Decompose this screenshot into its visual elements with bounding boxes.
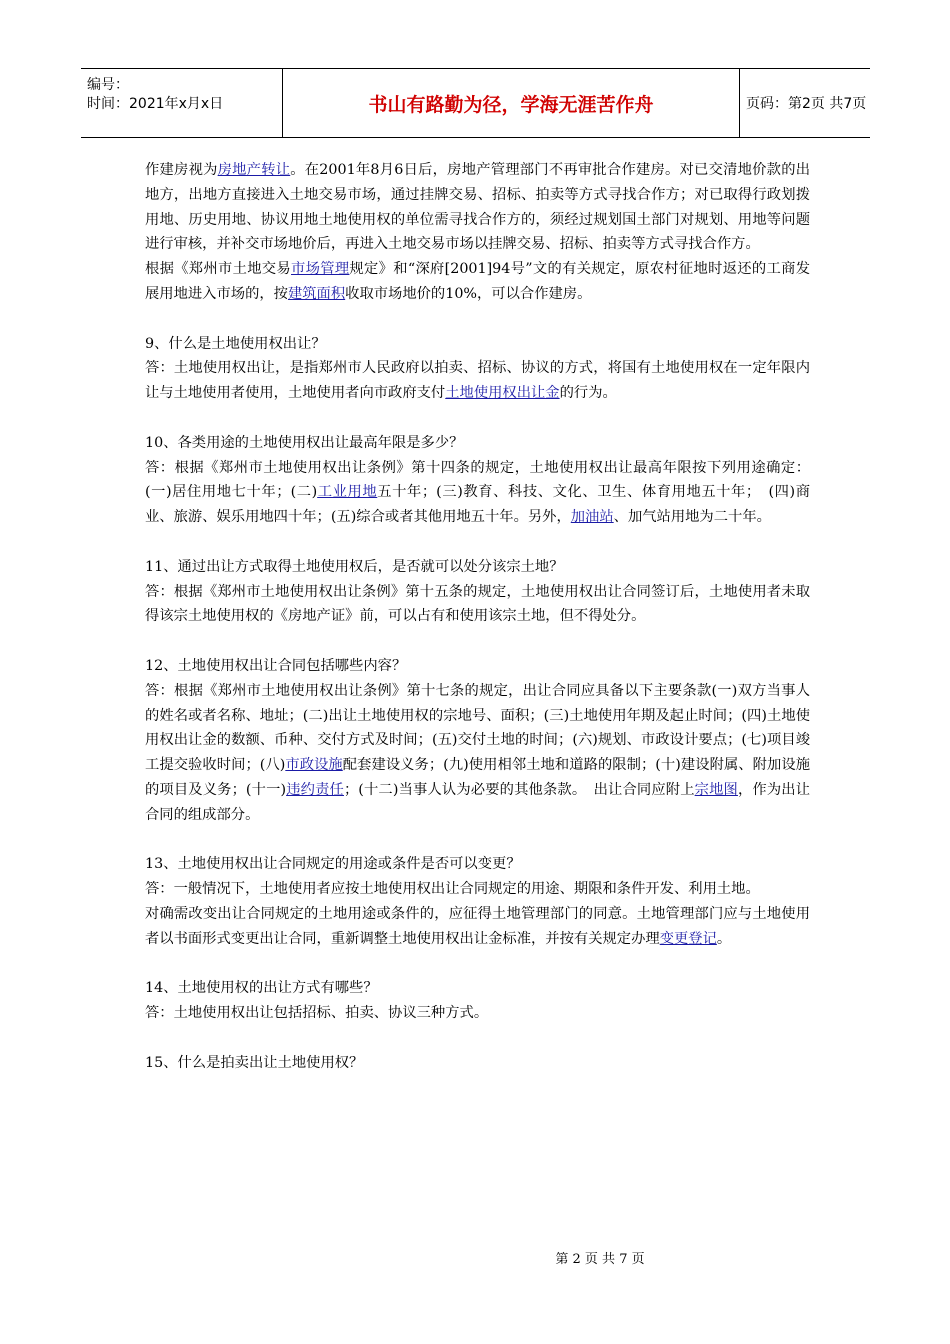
text-span: 。在2001年8月6日后，房地产管理部门不再审批合作建房。对已交清地价款的出地方，出地方直接进入土地交易市场，通过挂牌交易、招标、拍卖等方式寻找合作方；对已取得行政划拨用地、历史用地、协议用地土地使用权的单位需寻找合作方的，须经过规划国土部门对规划、用地等问题进行审核，并补交市场地价后，再进入土地交易市场以挂牌交易、招标、拍卖等方式寻找合作方。 <box>145 162 811 253</box>
header-meta <box>81 69 282 137</box>
text-span: ，作为出让合同的组成部分。 <box>145 781 810 823</box>
text-span: 配套建设义务；(九)使用相邻土地和道路的限制；(十)建设附属、附加设施的项目及义务；(十一) <box>145 757 811 798</box>
document-body <box>145 158 810 1075</box>
question-12: 12、土地使用权出让合同包括哪些内容？ <box>145 657 407 674</box>
answer-13b <box>145 902 810 952</box>
text-span: 、加气站用地为二十年。 <box>613 509 771 526</box>
answer-12 <box>145 679 810 828</box>
link-breach-liability[interactable]: 违约责任 <box>286 781 344 798</box>
link-change-registration[interactable]: 变更登记 <box>659 930 717 947</box>
link-municipal-facilities[interactable]: 市政设施 <box>285 757 343 774</box>
answer-10 <box>145 456 810 530</box>
answer-13a: 答：一般情况下，土地使用者应按土地使用权出让合同规定的用途、期限和条件开发、利用土地。 <box>145 881 760 898</box>
text-span: 五十年；(三)教育、科技、文化、卫生、体育用地五十年； (四)商业、旅游、娱乐用地四十年；(五)综合或者其他用地五十年。另外， <box>145 484 811 526</box>
link-market-management[interactable]: 市场管理 <box>291 261 350 278</box>
question-15: 15、什么是拍卖出让土地使用权？ <box>145 1054 364 1071</box>
text-span: ；(十二)当事人认为必要的其他条款。 出让合同应附上 <box>343 781 695 798</box>
text-span: 对确需改变出让合同规定的土地用途或条件的，应征得土地管理部门的同意。土地管理部门应与土地使用者以书面形式变更出让合同，重新调整土地使用权出让金标准，并按有关规定办理 <box>145 905 810 947</box>
question-13: 13、土地使用权出让合同规定的用途或条件是否可以变更？ <box>145 856 521 873</box>
link-industrial-land[interactable]: 工业用地 <box>317 484 378 501</box>
doc-number-label: 编号： <box>87 77 129 93</box>
text-span: 。 <box>716 930 732 947</box>
question-10: 10、各类用途的土地使用权出让最高年限是多少？ <box>145 434 464 451</box>
question-14: 14、土地使用权的出让方式有哪些？ <box>145 980 378 997</box>
link-land-transfer-fee[interactable]: 土地使用权出让金 <box>445 385 560 402</box>
page-footer: 第 2 页 共 7 页 <box>555 1252 645 1267</box>
text-span: 根据《郑州市土地交易 <box>145 261 292 278</box>
text-span: 答：根据《郑州市土地使用权出让条例》第十四条的规定，土地使用权出让最高年限按下列用途确定：(一)居住用地七十年；(二) <box>145 459 810 501</box>
link-parcel-map[interactable]: 宗地图 <box>694 781 738 798</box>
page-header <box>81 68 870 138</box>
answer-14: 答：土地使用权出让包括招标、拍卖、协议三种方式。 <box>145 1005 489 1022</box>
text-span: 的行为。 <box>559 385 617 402</box>
link-building-area[interactable]: 建筑面积 <box>287 285 346 302</box>
doc-time-label: 时间：2021年x月x日 <box>87 96 224 112</box>
link-gas-station[interactable]: 加油站 <box>570 509 614 526</box>
text-span: 规定》和“深府[2001]94号”文的有关规定，原农村征地时返还的工商发展用地进入市场的，按 <box>145 261 810 302</box>
question-9: 9、什么是土地使用权出让？ <box>145 335 326 352</box>
link-real-estate-transfer[interactable]: 房地产转让 <box>217 162 291 178</box>
answer-9 <box>145 356 810 406</box>
answer-11: 答：根据《郑州市土地使用权出让条例》第十五条的规定，土地使用权出让合同签订后，土地使用者未取得该宗土地使用权的《房地产证》前，可以占有和使用该宗土地，但不得处分。 <box>145 583 810 625</box>
paragraph <box>145 257 810 307</box>
text-span: 作建房视为 <box>145 162 218 178</box>
text-span: 答：根据《郑州市土地使用权出让条例》第十七条的规定，出让合同应具备以下主要条款(一)双方当事人的姓名或者名称、地址；(二)出让土地使用权的宗地号、面积；(三)土地使用年期及起止时间；(四)土地使用权出让金的数额、币种、交付方式及时间；(五)交付土地的时间；(六)规划、市政设计要点；(七)项目竣工提交验收时间；(八) <box>145 682 810 774</box>
text-span: 答：土地使用权出让，是指郑州市人民政府以拍卖、招标、协议的方式，将国有土地使用权在一定年限内让与土地使用者使用，土地使用者向市政府支付 <box>145 360 810 402</box>
question-11: 11、通过出让方式取得土地使用权后，是否就可以处分该宗土地？ <box>145 558 564 575</box>
header-motto: 书山有路勤为径，学海无涯苦作舟 <box>368 93 654 116</box>
paragraph <box>145 158 810 257</box>
header-page-code: 页码：第2页 共7页 <box>746 96 867 112</box>
text-span: 收取市场地价的10%，可以合作建房。 <box>345 285 592 302</box>
